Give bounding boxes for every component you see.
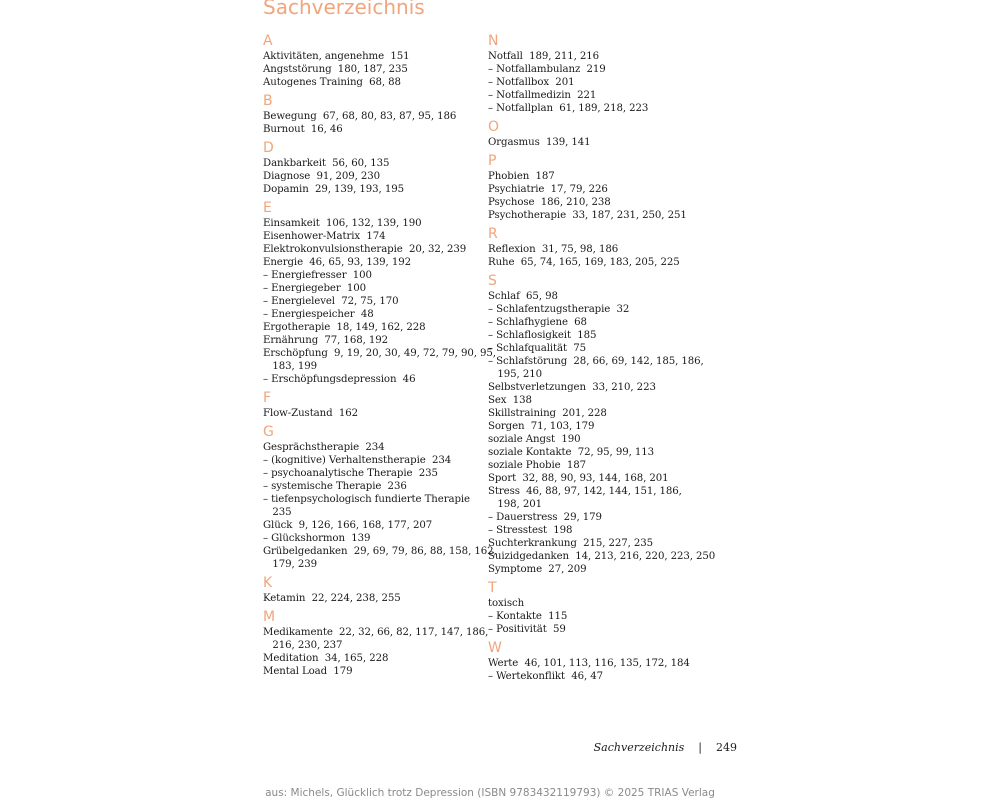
index-entry: 183, 199 xyxy=(263,361,317,372)
index-section-p xyxy=(488,154,720,222)
index-entry: Orgasmus 139, 141 xyxy=(488,137,591,148)
index-entry: soziale Kontakte 72, 95, 99, 113 xyxy=(488,447,655,458)
index-entry: Skillstraining 201, 228 xyxy=(488,408,607,419)
index-section-e xyxy=(263,201,495,386)
index-section-o xyxy=(488,120,720,149)
page-footer xyxy=(560,741,737,754)
index-entry: Psychotherapie 33, 187, 231, 250, 251 xyxy=(488,210,687,221)
index-entry: Autogenes Training 68, 88 xyxy=(263,77,401,88)
index-entry: – Notfallbox 201 xyxy=(488,77,575,88)
index-section-b xyxy=(263,94,495,136)
index-entry: Eisenhower-Matrix 174 xyxy=(263,231,386,242)
index-entry: Ergotherapie 18, 149, 162, 228 xyxy=(263,322,426,333)
index-entry: Dopamin 29, 139, 193, 195 xyxy=(263,184,404,195)
section-letter: F xyxy=(263,390,272,406)
section-letter: K xyxy=(263,575,273,591)
index-entry: – Energiefresser 100 xyxy=(263,270,372,281)
index-entry: 179, 239 xyxy=(263,559,317,570)
source-citation: aus: Michels, Glücklich trotz Depression (ISBN 9783432119793) © 2025 TRIAS Verlag xyxy=(265,787,715,799)
index-entry: – Energiegeber 100 xyxy=(263,283,367,294)
index-entry: – Energielevel 72, 75, 170 xyxy=(263,296,399,307)
index-entry: Suchterkrankung 215, 227, 235 xyxy=(488,538,654,549)
index-section-s xyxy=(488,274,720,576)
index-entry: – Energiespeicher 48 xyxy=(263,309,374,320)
index-entry: Phobien 187 xyxy=(488,171,555,182)
index-entry: Gesprächstherapie 234 xyxy=(263,442,385,453)
index-section-n xyxy=(488,34,720,115)
section-letter: S xyxy=(488,273,497,289)
running-title: Sachverzeichnis xyxy=(593,741,685,754)
index-entry: – Schlafstörung 28, 66, 69, 142, 185, 186, xyxy=(488,356,704,367)
footer-separator: | xyxy=(698,741,702,754)
index-entry: Grübelgedanken 29, 69, 79, 86, 88, 158, 162, xyxy=(263,546,497,557)
index-entry: Suizidgedanken 14, 213, 216, 220, 223, 250 xyxy=(488,551,716,562)
index-entry: Einsamkeit 106, 132, 139, 190 xyxy=(263,218,422,229)
section-letter: R xyxy=(488,226,498,242)
index-entry: 216, 230, 237 xyxy=(263,640,343,651)
index-entry: Ernährung 77, 168, 192 xyxy=(263,335,388,346)
index-section-w xyxy=(488,641,720,683)
index-section-t xyxy=(488,581,720,636)
index-entry: Symptome 27, 209 xyxy=(488,564,587,575)
index-entry: soziale Angst 190 xyxy=(488,434,581,445)
index-entry: – Wertekonflikt 46, 47 xyxy=(488,671,603,682)
section-letter: D xyxy=(263,140,274,156)
section-letter: G xyxy=(263,424,274,440)
index-entry: – Positivität 59 xyxy=(488,624,566,635)
index-entry: – Notfallmedizin 221 xyxy=(488,90,597,101)
index-entry: – Schlafhygiene 68 xyxy=(488,317,587,328)
index-entry: – Schlaflosigkeit 185 xyxy=(488,330,597,341)
index-column-left xyxy=(263,34,495,683)
index-entry: Aktivitäten, angenehme 151 xyxy=(263,51,410,62)
index-section-k xyxy=(263,576,495,605)
index-entry: Psychiatrie 17, 79, 226 xyxy=(488,184,608,195)
section-letter: N xyxy=(488,33,499,49)
index-entry: Selbstverletzungen 33, 210, 223 xyxy=(488,382,656,393)
index-entry: Burnout 16, 46 xyxy=(263,124,343,135)
index-column-right xyxy=(488,34,720,688)
index-entry: Medikamente 22, 32, 66, 82, 117, 147, 186, xyxy=(263,627,489,638)
index-entry: soziale Phobie 187 xyxy=(488,460,586,471)
index-entry: 235 xyxy=(263,507,292,518)
section-letter: T xyxy=(488,580,497,596)
index-entry: Flow-Zustand 162 xyxy=(263,408,358,419)
index-entry: – Erschöpfungsdepression 46 xyxy=(263,374,416,385)
index-entry: Ketamin 22, 224, 238, 255 xyxy=(263,593,401,604)
index-entry: – Stresstest 198 xyxy=(488,525,573,536)
index-entry: – Schlafentzugstherapie 32 xyxy=(488,304,630,315)
index-entry: Psychose 186, 210, 238 xyxy=(488,197,611,208)
index-entry: Dankbarkeit 56, 60, 135 xyxy=(263,158,390,169)
index-entry: Ruhe 65, 74, 165, 169, 183, 205, 225 xyxy=(488,257,680,268)
index-section-f xyxy=(263,391,495,420)
index-entry: Schlaf 65, 98 xyxy=(488,291,558,302)
index-entry: – (kognitive) Verhaltenstherapie 234 xyxy=(263,455,452,466)
section-letter: B xyxy=(263,93,273,109)
index-entry: Bewegung 67, 68, 80, 83, 87, 95, 186 xyxy=(263,111,457,122)
index-entry: Meditation 34, 165, 228 xyxy=(263,653,389,664)
index-section-m xyxy=(263,610,495,678)
index-entry: – systemische Therapie 236 xyxy=(263,481,407,492)
section-letter: P xyxy=(488,153,497,169)
index-entry: Sorgen 71, 103, 179 xyxy=(488,421,595,432)
index-entry: Stress 46, 88, 97, 142, 144, 151, 186, xyxy=(488,486,682,497)
index-entry: Angststörung 180, 187, 235 xyxy=(263,64,408,75)
index-entry: – Notfallambulanz 219 xyxy=(488,64,606,75)
section-letter: M xyxy=(263,609,276,625)
index-entry: Sex 138 xyxy=(488,395,532,406)
index-entry: – psychoanalytische Therapie 235 xyxy=(263,468,438,479)
index-entry: Diagnose 91, 209, 230 xyxy=(263,171,381,182)
index-entry: Erschöpfung 9, 19, 20, 30, 49, 72, 79, 90, 95, xyxy=(263,348,496,359)
index-section-d xyxy=(263,141,495,196)
index-entry: toxisch xyxy=(488,598,525,609)
index-section-r xyxy=(488,227,720,269)
page-title: Sachverzeichnis xyxy=(263,0,425,19)
index-entry: Reflexion 31, 75, 98, 186 xyxy=(488,244,619,255)
index-entry: – tiefenpsychologisch fundierte Therapie xyxy=(263,494,470,505)
section-letter: W xyxy=(488,640,502,656)
index-entry: – Glückshormon 139 xyxy=(263,533,371,544)
section-letter: O xyxy=(488,119,500,135)
index-entry: Energie 46, 65, 93, 139, 192 xyxy=(263,257,411,268)
index-section-a xyxy=(263,34,495,89)
index-entry: Elektrokonvulsionstherapie 20, 32, 239 xyxy=(263,244,467,255)
index-entry: – Dauerstress 29, 179 xyxy=(488,512,602,523)
index-entry: Glück 9, 126, 166, 168, 177, 207 xyxy=(263,520,433,531)
index-entry: – Kontakte 115 xyxy=(488,611,568,622)
index-entry: Sport 32, 88, 90, 93, 144, 168, 201 xyxy=(488,473,669,484)
index-entry: 198, 201 xyxy=(488,499,542,510)
section-letter: E xyxy=(263,200,272,216)
index-entry: 195, 210 xyxy=(488,369,542,380)
index-entry: Werte 46, 101, 113, 116, 135, 172, 184 xyxy=(488,658,690,669)
index-entry: Mental Load 179 xyxy=(263,666,353,677)
index-entry: – Schlafqualität 75 xyxy=(488,343,587,354)
index-entry: Notfall 189, 211, 216 xyxy=(488,51,600,62)
index-entry: – Notfallplan 61, 189, 218, 223 xyxy=(488,103,649,114)
page-number: 249 xyxy=(716,741,737,754)
section-letter: A xyxy=(263,33,273,49)
index-section-g xyxy=(263,425,495,571)
